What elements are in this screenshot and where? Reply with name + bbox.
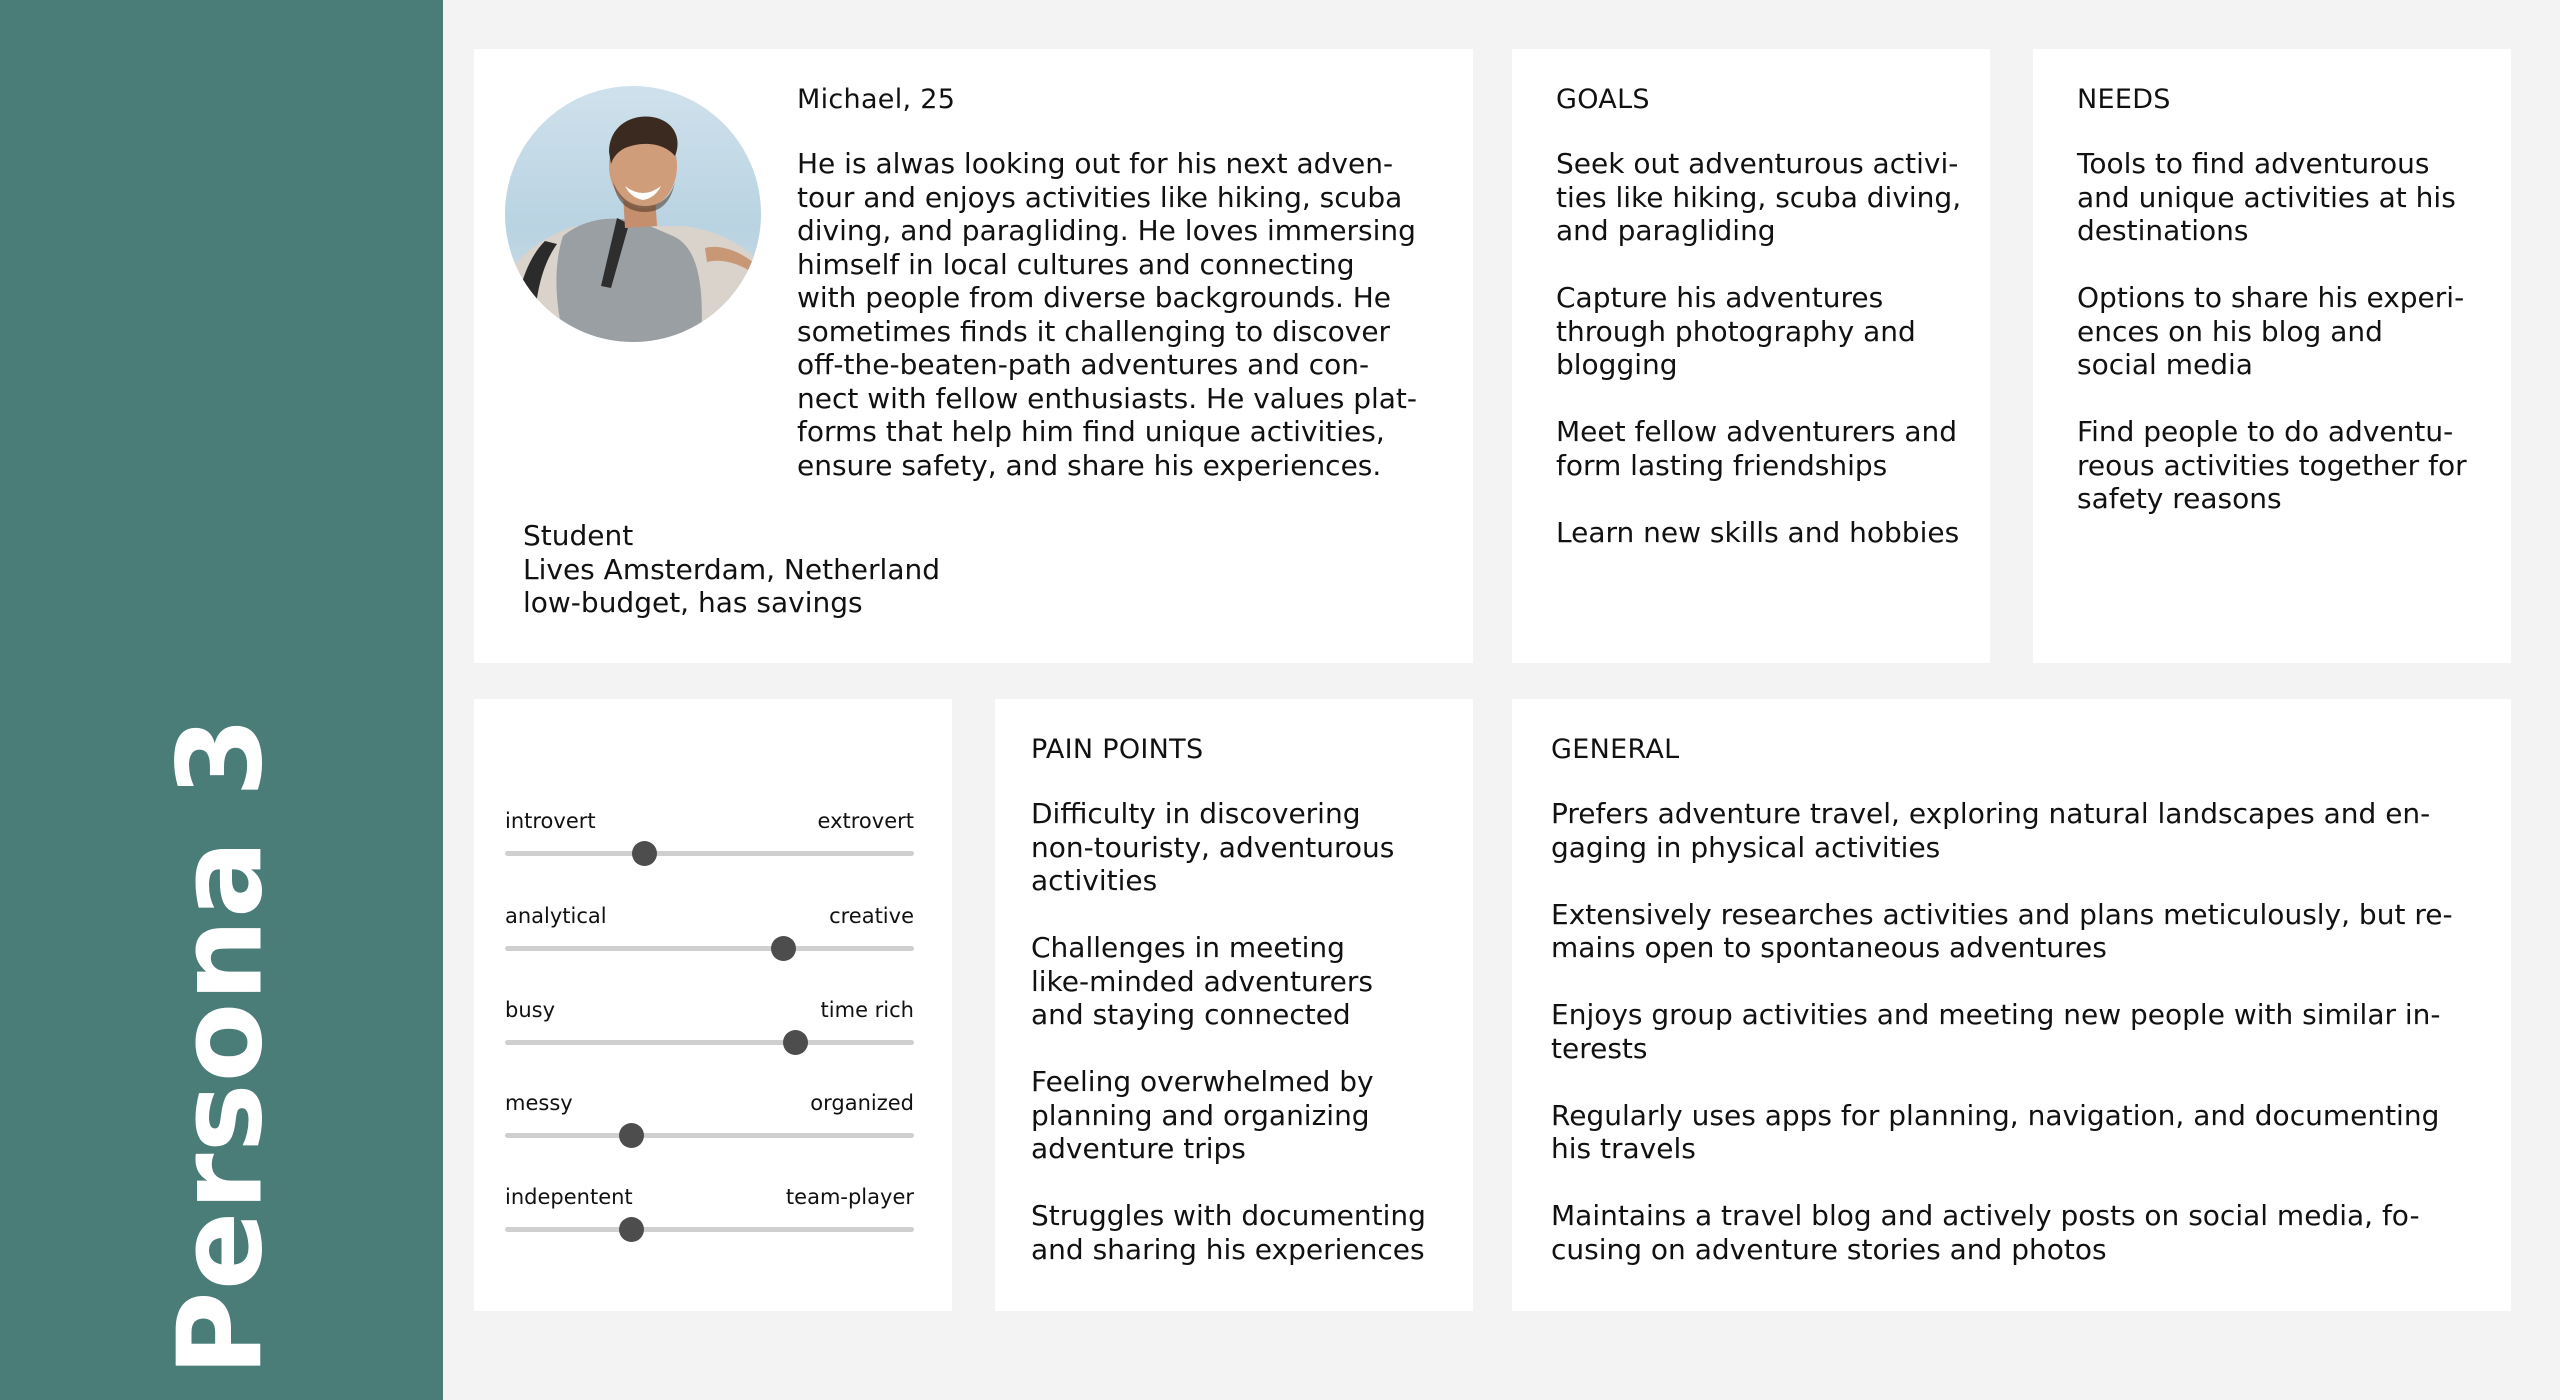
trait-slider[interactable] — [505, 1185, 914, 1232]
trait-left-label: messy — [505, 1091, 573, 1115]
needs-card — [2033, 49, 2511, 663]
pain-points-list — [1031, 797, 1461, 1300]
persona-facts — [523, 519, 940, 620]
trait-left-label: indepentent — [505, 1185, 633, 1209]
goals-heading: GOALS — [1556, 84, 1650, 115]
slider-knob[interactable] — [632, 841, 657, 866]
goal-item: Capture his adventures through photography and blogging — [1556, 281, 1916, 381]
trait-right-label: time rich — [820, 998, 914, 1022]
need-item: Find people to do adventu- reous activities together for safety reasons — [2077, 415, 2467, 515]
general-item: Maintains a travel blog and actively posts on social media, fo- cusing on adventure stories and photos — [1551, 1199, 2420, 1266]
pain-points-card — [995, 699, 1473, 1311]
trait-left-label: introvert — [505, 809, 596, 833]
trait-right-label: team-player — [785, 1185, 914, 1209]
sidebar — [0, 0, 443, 1400]
general-list — [1551, 797, 2491, 1300]
persona-name: Michael, 25 — [797, 84, 956, 115]
slider-knob[interactable] — [619, 1123, 644, 1148]
pain-point-item: Feeling overwhelmed by planning and organizing adventure trips — [1031, 1065, 1374, 1165]
trait-right-label: extrovert — [817, 809, 914, 833]
goals-list — [1556, 147, 1976, 583]
trait-slider[interactable] — [505, 809, 914, 856]
traits-card — [474, 699, 952, 1311]
general-item: Enjoys group activities and meeting new people with similar in- terests — [1551, 998, 2441, 1065]
trait-left-label: analytical — [505, 904, 607, 928]
pain-point-item: Difficulty in discovering non-touristy, adventurous activities — [1031, 797, 1395, 897]
slider-knob[interactable] — [619, 1217, 644, 1242]
slider-track[interactable] — [505, 851, 914, 856]
trait-slider[interactable] — [505, 1091, 914, 1138]
pain-point-item: Challenges in meeting like-minded adventurers and staying connected — [1031, 931, 1374, 1031]
fact-occupation: Student — [523, 519, 634, 552]
slider-track[interactable] — [505, 1227, 914, 1232]
trait-slider[interactable] — [505, 904, 914, 951]
pain-point-item: Struggles with documenting and sharing his experiences — [1031, 1199, 1426, 1266]
avatar — [505, 86, 761, 342]
needs-heading: NEEDS — [2077, 84, 2171, 115]
general-item: Prefers adventure travel, exploring natural landscapes and en- gaging in physical activities — [1551, 797, 2431, 864]
goal-item: Seek out adventurous activi- ties like hiking, scuba diving, and paragliding — [1556, 147, 1962, 247]
general-item: Regularly uses apps for planning, navigation, and documenting his travels — [1551, 1098, 2440, 1165]
profile-card — [474, 49, 1473, 663]
persona-title: Persona 3 — [153, 715, 289, 1377]
person-photo-icon — [505, 86, 761, 342]
slider-track[interactable] — [505, 1133, 914, 1138]
fact-location: Lives Amsterdam, Netherland — [523, 552, 941, 586]
need-item: Tools to find adventurous and unique activities at his destinations — [2077, 147, 2456, 247]
fact-budget: low-budget, has savings — [523, 586, 863, 619]
general-heading: GENERAL — [1551, 734, 1680, 765]
slider-knob[interactable] — [771, 936, 796, 961]
needs-list — [2077, 147, 2497, 549]
slider-track[interactable] — [505, 1040, 914, 1045]
need-item: Options to share his experi- ences on his blog and social media — [2077, 281, 2465, 381]
goal-item: Meet fellow adventurers and form lasting friendships — [1556, 415, 1958, 482]
trait-left-label: busy — [505, 998, 556, 1022]
goal-item: Learn new skills and hobbies — [1556, 515, 1960, 549]
slider-track[interactable] — [505, 946, 914, 951]
slider-knob[interactable] — [783, 1030, 808, 1055]
trait-right-label: organized — [810, 1091, 914, 1115]
trait-slider[interactable] — [505, 998, 914, 1045]
goals-card — [1512, 49, 1990, 663]
pain-points-heading: PAIN POINTS — [1031, 734, 1204, 765]
general-item: Extensively researches activities and plans meticulously, but re- mains open to spontaneous adventures — [1551, 897, 2453, 964]
persona-bio: He is alwas looking out for his next adven- tour and enjoys activities like hiking, scuba diving, and paragliding. He loves immersing himself in local cultures and connecting with people from diverse backgrounds. He sometimes finds it challenging to discover off-the-beaten-path adventures and con- nect with fellow enthusiasts. He values plat- forms that help him find unique activities, ensure safety, and share his experiences. — [797, 147, 1417, 482]
general-card — [1512, 699, 2511, 1311]
trait-right-label: creative — [829, 904, 914, 928]
